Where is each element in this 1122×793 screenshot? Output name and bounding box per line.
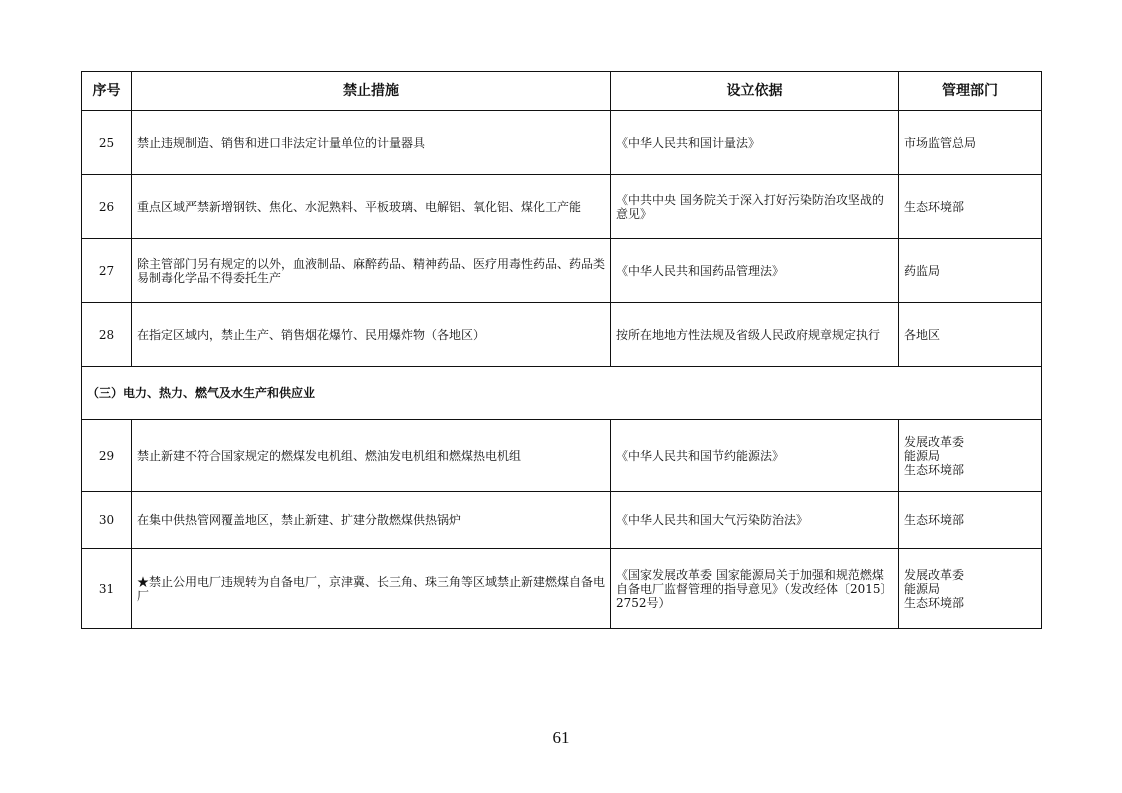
table-row (82, 111, 1042, 175)
section-row (82, 367, 1042, 420)
table-header-row (82, 72, 1042, 111)
row-department (899, 303, 1042, 367)
department-name: 发展改革委 (904, 434, 965, 449)
section-heading: （三）电力、热力、燃气及水生产和供应业 (82, 367, 1042, 420)
department-name: 生态环境部 (904, 462, 965, 477)
table-row (82, 549, 1042, 629)
row-index: 28 (82, 303, 132, 367)
header-measure: 禁止措施 (132, 72, 611, 111)
row-department (899, 492, 1042, 549)
row-index: 30 (82, 492, 132, 549)
header-basis: 设立依据 (611, 72, 899, 111)
row-department (899, 111, 1042, 175)
department-name: 生态环境部 (904, 513, 965, 527)
department-name: 生态环境部 (904, 199, 965, 214)
table-row (82, 303, 1042, 367)
row-department (899, 239, 1042, 303)
row-department (899, 420, 1042, 492)
row-basis: 《国家发展改革委 国家能源局关于加强和规范燃煤自备电厂监督管理的指导意见》（发改经体〔2015〕2752号） (611, 549, 899, 629)
row-index: 25 (82, 111, 132, 175)
row-index: 26 (82, 175, 132, 239)
row-index: 27 (82, 239, 132, 303)
row-measure: 在集中供热管网覆盖地区，禁止新建、扩建分散燃煤供热锅炉 (132, 492, 611, 549)
header-index: 序号 (82, 72, 132, 111)
row-measure: 禁止违规制造、销售和进口非法定计量单位的计量器具 (132, 111, 611, 175)
row-basis: 按所在地地方性法规及省级人民政府规章规定执行 (611, 303, 899, 367)
row-index: 31 (82, 549, 132, 629)
department-name: 发展改革委 (904, 567, 965, 582)
table-row (82, 492, 1042, 549)
table-row (82, 239, 1042, 303)
row-measure: 除主管部门另有规定的以外，血液制品、麻醉药品、精神药品、医疗用毒性药品、药品类易制毒化学品不得委托生产 (132, 239, 611, 303)
restriction-table (81, 71, 1042, 629)
row-department (899, 549, 1042, 629)
row-basis: 《中华人民共和国节约能源法》 (611, 420, 899, 492)
row-basis: 《中共中央 国务院关于深入打好污染防治攻坚战的意见》 (611, 175, 899, 239)
row-measure: 重点区域严禁新增钢铁、焦化、水泥熟料、平板玻璃、电解铝、氧化铝、煤化工产能 (132, 175, 611, 239)
row-measure: 禁止新建不符合国家规定的燃煤发电机组、燃油发电机组和燃煤热电机组 (132, 420, 611, 492)
table-row (82, 420, 1042, 492)
row-index: 29 (82, 420, 132, 492)
department-name: 各地区 (904, 327, 941, 342)
department-name: 生态环境部 (904, 595, 965, 610)
row-basis: 《中华人民共和国计量法》 (611, 111, 899, 175)
department-name: 能源局 (904, 448, 941, 463)
department-name: 能源局 (904, 581, 941, 596)
row-department (899, 175, 1042, 239)
row-measure: 在指定区域内，禁止生产、销售烟花爆竹、民用爆炸物（各地区） (132, 303, 611, 367)
table-row (82, 175, 1042, 239)
row-basis: 《中华人民共和国大气污染防治法》 (611, 492, 899, 549)
header-department: 管理部门 (899, 72, 1042, 111)
department-name: 市场监管总局 (904, 135, 977, 150)
row-basis: 《中华人民共和国药品管理法》 (611, 239, 899, 303)
row-measure: ★禁止公用电厂违规转为自备电厂，京津冀、长三角、珠三角等区域禁止新建燃煤自备电厂 (132, 549, 611, 629)
page-number: 61 (552, 728, 570, 747)
department-name: 药监局 (904, 263, 941, 278)
